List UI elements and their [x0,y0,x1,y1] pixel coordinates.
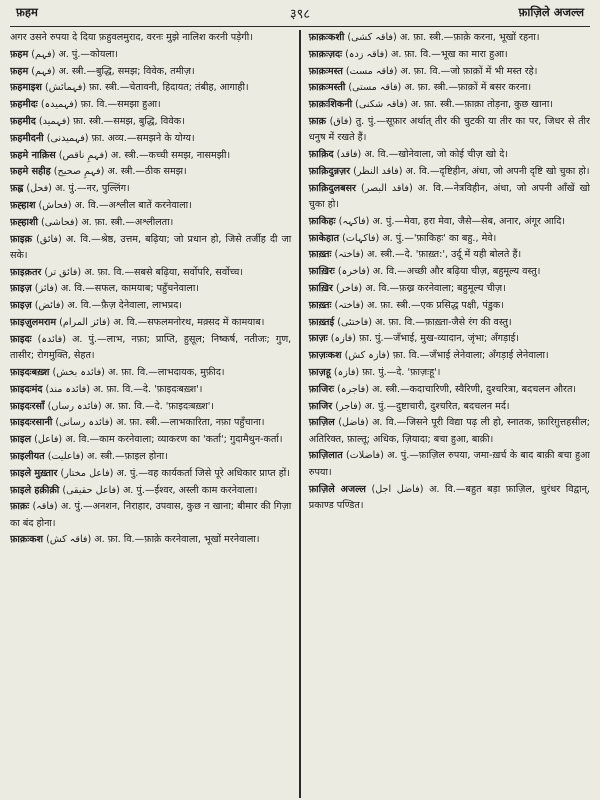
entry-definition: अगर उसने रुपया दे दिया फ़हुवलमुराद, वरनः मुझे नालिश करनी पड़ेगी। [10,32,253,43]
entry-urdu-spelling: (فاضل) [338,417,369,429]
entry-headword: फ़हमे नाक़िस [10,149,56,161]
entry-definition: अ. पुं.—फ़ाज़िल रुपया, जमा-ख़र्च के बाद बाक़ी बचा हुआ रुपया। [308,450,590,478]
entry-headword: फ़ाजिरः [308,383,335,395]
entry-urdu-spelling: (فائض) [34,300,65,312]
entry-headword: फ़ाक़ःकश [10,534,44,546]
dictionary-entry [10,332,291,365]
entry-definition: अ. फ़ा. स्त्री.—लाभकारिता, नफ़ा पहुँचाना। [116,417,265,429]
entry-headword: फ़ाइल [10,434,32,446]
dictionary-entry [309,298,590,314]
entry-headword: फ़ाकेहात [308,232,340,244]
entry-definition: अ. फ़ा. स्त्री.—अश्लीलता। [81,216,174,228]
entry-headword: फ़ाक़ःशिकनी [308,99,353,111]
entry-headword: फ़ह्हाश [10,199,36,211]
entry-definition: अ. पुं.—'फ़ाकिहः' का बहु., मेवे। [382,232,497,244]
dictionary-entry [309,382,590,398]
entry-headword: फ़ह्ल [10,183,24,195]
entry-urdu-spelling: (فاخرہ) [337,266,370,278]
entry-headword: फ़ाज़िलात [308,450,343,462]
dictionary-entry [10,181,291,197]
entry-definition: अ. स्त्री.—कच्ची समझ, नासमझी। [110,149,231,161]
entry-headword: फ़ाइदःरसानी [10,417,53,429]
entry-headword: फ़ाक़ः [10,501,30,513]
entry-urdu-spelling: (فہمید) [38,115,71,127]
dictionary-entry [10,483,291,499]
entry-definition: अ. वि.—अश्लील बातें करनेवाला। [74,199,192,211]
entry-definition: अ. वि.—नेत्रविहीन, अंधा, जो अपनी आँखें खो चुका हो। [308,182,590,210]
entry-headword: फ़ाइज़ [10,300,32,312]
dictionary-entry [309,114,590,147]
entry-headword: फ़ाक़ःमस्त [308,65,343,77]
entry-definition: अ. फ़ा. स्त्री.—फ़ाक़े करना, भूखों रहना। [399,32,540,43]
entry-headword: फ़हम [10,48,29,60]
entry-definition: अ. फ़ा. वि.—फ़ाख़्ता-जैसे रंग की वस्तु। [375,316,512,328]
dictionary-entry [10,532,291,548]
entry-definition: अ. फ़ा. वि.—लाभदायक, मुफ़ीद। [107,366,225,378]
entry-definition: अ. वि.—फ़ख्र करनेवाला; बहुमूल्य चीज़। [365,282,506,294]
entry-headword: फ़ह्हाशी [10,216,38,228]
dictionary-entry [10,30,291,46]
entry-urdu-spelling: (فازہ) [330,333,357,345]
two-column-body [10,30,590,798]
entry-definition: अ. वि.—अच्छी और बढ़िया चीज़, बहुमूल्य वस्तु। [372,266,541,278]
right-column [303,30,590,798]
entry-definition: अ. पुं.—अनशन, निराहार, उपवास, कुछ न खाना; बीमार की गिज़ा का बंद होना। [10,501,292,529]
entry-urdu-spelling: (فائز) [34,283,58,295]
entry-urdu-spelling: (فاضل اجل) [371,483,424,495]
entry-headword: फ़ाज़ःकश [308,350,342,362]
entry-urdu-spelling: (فاقد) [336,149,362,161]
dictionary-entry [10,198,291,214]
entry-headword: फ़ाक़िदुलबसर [308,182,356,194]
left-column [10,30,297,798]
dictionary-entry [10,399,291,415]
dictionary-entry [10,365,291,381]
dictionary-entry [309,30,590,46]
dictionary-entry [309,281,590,297]
dictionary-entry [309,264,590,280]
entry-urdu-spelling: (فاقہ شکنی) [355,99,408,111]
entry-urdu-spelling: (فاقہ زدہ) [345,48,388,60]
entry-definition: अ. फ़ा. स्त्री.—एक प्रसिद्ध पक्षी, पंडुक। [366,299,504,311]
dictionary-entry [309,181,590,214]
entry-definition: अ. स्त्री.—दे. 'फ़ाख़्त:', उर्दू में यही बोलते हैं। [366,249,522,261]
entry-definition: अ. फ़ा. वि.—दे. 'फ़ाइदःबख़्श'। [93,383,203,395]
dictionary-entry [309,331,590,347]
entry-definition: अ. स्त्री.—ठीक समझ। [107,166,187,178]
dictionary-entry [10,466,291,482]
entry-headword: फ़ाज़ः [308,333,328,345]
dictionary-entry [10,215,291,231]
entry-urdu-spelling: (فاعلیت) [47,450,84,462]
entry-definition: अ. स्त्री.—बुद्धि, समझ; विवेक, तमीज़। [58,65,195,77]
entry-definition: अ. पुं.—मेवा, हरा मेवा, जैसे—सेब, अनार, अंगूर आदि। [372,215,565,227]
dictionary-entry [309,348,590,364]
entry-definition: अ. वि.—काम करनेवाला; व्याकरण का 'कर्ता'; गुदामैथुन-कर्ता। [65,434,283,446]
entry-headword: फ़ाइज़ुलमराम [10,317,57,329]
entry-headword: फ़ाक़ःमस्ती [308,82,346,94]
entry-headword: फ़ाक़ [308,115,326,127]
entry-urdu-spelling: (فاختہ) [334,249,364,261]
entry-definition: फ़ा. वि.—जँभाई लेनेवाला; अँगड़ाई लेनेवाला। [392,350,549,362]
entry-definition: अ. वि.—जिसने पूरी विद्या पढ़ ली हो, स्नातक, फ़ारिग़ुत्तहसील; अतिरिक्त, फ़ाल्तू; अधिक, ज़ियादा; बचा हुआ, बाक़ी। [308,417,590,445]
entry-urdu-spelling: (فاختہ) [334,299,364,311]
dictionary-entry [10,298,291,314]
entry-urdu-spelling: (فاخر) [335,282,363,294]
entry-definition: अ. वि.—सफल, कामयाब; पहुँचनेवाला। [60,283,200,295]
entry-headword: फ़ाक़ःकशी [308,32,345,43]
entry-urdu-spelling: (فہمِ صحیح) [53,166,105,178]
entry-headword: फ़ाज़िले अजल्ल [308,483,366,495]
entry-definition: अ. वि.—सफलमनोरथ, मक़्सद में कामयाब। [113,317,265,329]
dictionary-entry [309,231,590,247]
entry-urdu-spelling: (فاقہ کش) [46,534,92,546]
entry-definition: अ. पुं.—दुष्टाचारी, दुश्चरित, बदचलन मर्द। [364,400,510,412]
entry-urdu-spelling: (فائدہ رساں) [47,400,102,412]
entry-headword: फ़हमीदः [10,99,38,111]
entry-urdu-spelling: (فہمیدہ) [40,99,78,111]
entry-definition: अ. वि.—बहुत बड़ा फ़ाज़िल, धुरंधर विद्वान्, प्रकाण्ड पण्डित। [308,483,590,511]
entry-headword: फ़ाख़्तई [308,316,335,328]
entry-headword: फ़ाज़हू [308,366,331,378]
entry-urdu-spelling: (فاقد البصر) [360,182,413,194]
entry-definition: अ. फ़ा. वि.—भूख का मारा हुआ। [391,48,508,60]
dictionary-entry [309,214,590,230]
entry-headword: फ़ाइक़तर [10,266,42,278]
dictionary-entry [10,232,291,265]
entry-headword: फ़ाख़िरः [308,266,335,278]
entry-urdu-spelling: (فاختئی) [337,316,372,328]
entry-headword: फ़ाइले मुख़्तार [10,467,58,479]
entry-headword: फ़ाक़िदुन्नज़र [308,165,351,177]
entry-urdu-spelling: (فاکہات) [342,232,380,244]
entry-headword: फ़हमीदनी [10,132,44,144]
header-right-guideword: फ़ाज़िले अजल्ल [518,5,584,19]
entry-urdu-spelling: (فہم) [31,65,56,77]
dictionary-entry [10,114,291,130]
entry-headword: फ़ाइज़ [10,283,32,295]
entry-urdu-spelling: (فائدہ بخش) [52,366,105,378]
dictionary-entry [10,315,291,331]
entry-urdu-spelling: (فائق) [36,233,62,245]
entry-definition: अ. फ़ा. स्त्री.—फ़ाक़ों में बसर करना। [404,82,532,94]
dictionary-entry [10,449,291,465]
entry-definition: अ. फ़ा. वि.—सबसे बढ़िया, सर्वोपरि, सर्वोच्च। [84,266,243,278]
entry-definition: फ़ा. पुं.—दे. 'फ़ाज़ःहू'। [362,366,441,378]
entry-urdu-spelling: (فائق تر) [44,266,82,278]
entry-urdu-spelling: (فحاش) [38,199,72,211]
entry-headword: फ़हमे सहीह [10,166,51,178]
entry-headword: फ़ाजिर [308,400,333,412]
dictionary-entry [10,47,291,63]
entry-urdu-spelling: (فاعل مختار) [60,467,114,479]
dictionary-entry [309,448,590,481]
page-header [10,4,590,27]
entry-definition: अ. वि.—दृष्टिहीन, अंधा, जो अपनी दृष्टि खो चुका हो। [405,165,590,177]
entry-definition: अ. पुं.—कोयला। [58,48,119,60]
entry-headword: फ़ाख़िर [308,282,333,294]
dictionary-entry [10,499,291,532]
entry-headword: फ़हमीद [10,115,36,127]
column-divider [299,30,300,798]
dictionary-entry [10,80,291,96]
entry-urdu-spelling: (فہم) [31,48,56,60]
page-number: ३९८ [289,7,311,22]
entry-definition: फ़ा. अव्य.—समझने के योग्य। [91,132,195,144]
entry-urdu-spelling: (فاضلات) [345,450,384,462]
entry-definition: तु. पुं.—सूफ़ार अर्थात् तीर की चुटकी या तीर का पर, जिधर से तीर धनुष में रखते हैं। [308,115,590,144]
dictionary-entry [309,80,590,96]
entry-definition: अ. वि.—श्रेष्ठ, उत्तम, बढ़िया; जो प्रधान हो, जिसे तर्जीह दी जा सके। [10,233,292,261]
dictionary-entry [10,382,291,398]
entry-urdu-spelling: (فہمِ ناقص) [58,149,108,161]
entry-urdu-spelling: (فاقہ) [32,501,58,513]
entry-definition: फ़ा. वि.—समझा हुआ। [80,99,161,111]
entry-definition: अ. फ़ा. वि.—फ़ाक़े करनेवाला, भूखों मरनेवाला। [94,534,260,546]
dictionary-entry [10,281,291,297]
entry-headword: फ़ाइदःमंद [10,383,43,395]
entry-headword: फ़ाज़िल [308,417,335,429]
entry-urdu-spelling: (فائز المرام) [59,317,111,329]
entry-definition: अ. फ़ा. वि.—जो फ़ाक़ों में भी मस्त रहे। [400,65,538,77]
entry-definition: अ. फ़ा. स्त्री.—फ़ाक़ा तोड़ना, कुछ खाना। [410,99,553,111]
entry-headword: फ़ाकिहः [308,215,336,227]
entry-urdu-spelling: (فازہ) [333,366,360,378]
entry-definition: अ. पुं.—ईश्वर, अस्ली काम करनेवाला। [122,484,258,496]
dictionary-entry [309,47,590,63]
entry-urdu-spelling: (فاقہ مستی) [348,82,402,94]
dictionary-entry [10,432,291,448]
entry-headword: फ़ाक़िद [308,149,334,161]
entry-definition: अ. वि.—फ़ैज़ देनेवाला, लाभप्रद। [67,300,182,312]
dictionary-entry [309,415,590,448]
entry-urdu-spelling: (فہمیدنی) [46,132,89,144]
dictionary-entry [309,482,590,515]
entry-headword: फ़ाइदःरसाँ [10,400,45,412]
entry-headword: फ़ाइदःबख़्श [10,366,50,378]
dictionary-entry [10,164,291,180]
entry-definition: अ. स्त्री.—कदाचारिणी, स्वैरिणी, दुश्चरित्रा, बदचलन औरत। [372,383,577,395]
entry-headword: फ़ाख़्तः [308,249,332,261]
entry-headword: फ़हमाइश [10,82,42,94]
entry-urdu-spelling: (فاقہ کشی) [347,32,397,43]
entry-headword: फ़ाक़ःज़दः [308,48,343,60]
entry-definition: फ़ा. पुं.—जँभाई, मुख-व्यादान, जृंभा; अँगड़ाई। [359,333,520,345]
entry-definition: फ़ा. स्त्री.—चेतावनी, हिदायत; तंबीह, आगाही। [89,82,249,94]
dictionary-entry [10,265,291,281]
entry-urdu-spelling: (فاعل) [34,434,63,446]
dictionary-entry [10,97,291,113]
entry-headword: फ़हम [10,65,29,77]
entry-definition: अ. पुं.—नर, पुल्लिंग। [54,183,130,195]
entry-headword: फ़ाख़्तः [308,299,332,311]
entry-headword: फ़ाइलीयत [10,450,45,462]
dictionary-entry [10,64,291,80]
dictionary-entry [309,315,590,331]
dictionary-entry [10,131,291,147]
dictionary-entry [309,247,590,263]
dictionary-entry [309,64,590,80]
entry-definition: अ. स्त्री.—फ़ाइल होना। [86,450,168,462]
entry-urdu-spelling: (فازہ کش) [344,350,390,362]
entry-definition: अ. पुं.—लाभ, नफ़ा; प्राप्ति, हुसूल; निष्कर्ष, नतीजः; गुण, तासीर; रोगमुक्ति, सेहत। [10,333,292,362]
entry-headword: फ़ाइले हक़ीक़ी [10,484,60,496]
entry-urdu-spelling: (فاجرہ) [337,383,370,395]
dictionary-entry [309,147,590,163]
entry-definition: अ. फ़ा. वि.—दे. 'फ़ाइदःबख़्श'। [104,400,215,412]
entry-definition: फ़ा. स्त्री.—समझ, बुद्धि, विवेक। [73,115,185,127]
entry-urdu-spelling: (فحاشی) [41,216,79,228]
entry-urdu-spelling: (فاکہہ) [338,215,370,227]
dictionary-entry [309,399,590,415]
dictionary-entry [309,365,590,381]
entry-urdu-spelling: (فائدہ) [37,333,67,345]
entry-urdu-spelling: (فائدہ رسانی) [55,417,114,429]
header-left-guideword: फ़हम [16,5,38,19]
entry-definition: अ. वि.—खोनेवाला, जो कोई चीज़ खो दे। [364,149,508,161]
entry-urdu-spelling: (فحل) [26,183,52,195]
entry-definition: अ. पुं.—वह कार्यकर्ता जिसे पूरे अधिकार प्राप्त हों। [116,467,290,479]
dictionary-entry [10,148,291,164]
entry-urdu-spelling: (فاجر) [335,400,362,412]
dictionary-entry [309,97,590,113]
entry-urdu-spelling: (فاعل حقیقی) [62,484,120,496]
entry-urdu-spelling: (فہمائش) [45,82,87,94]
entry-urdu-spelling: (فاقہ مست) [345,65,398,77]
entry-urdu-spelling: (فاقد النظر) [353,165,403,177]
entry-urdu-spelling: (فائدہ مند) [45,383,90,395]
entry-urdu-spelling: (فاق) [329,115,353,127]
entry-headword: फ़ाइक़ [10,233,32,245]
dictionary-entry [309,164,590,180]
dictionary-entry [10,415,291,431]
entry-headword: फ़ाइदः [10,333,32,345]
